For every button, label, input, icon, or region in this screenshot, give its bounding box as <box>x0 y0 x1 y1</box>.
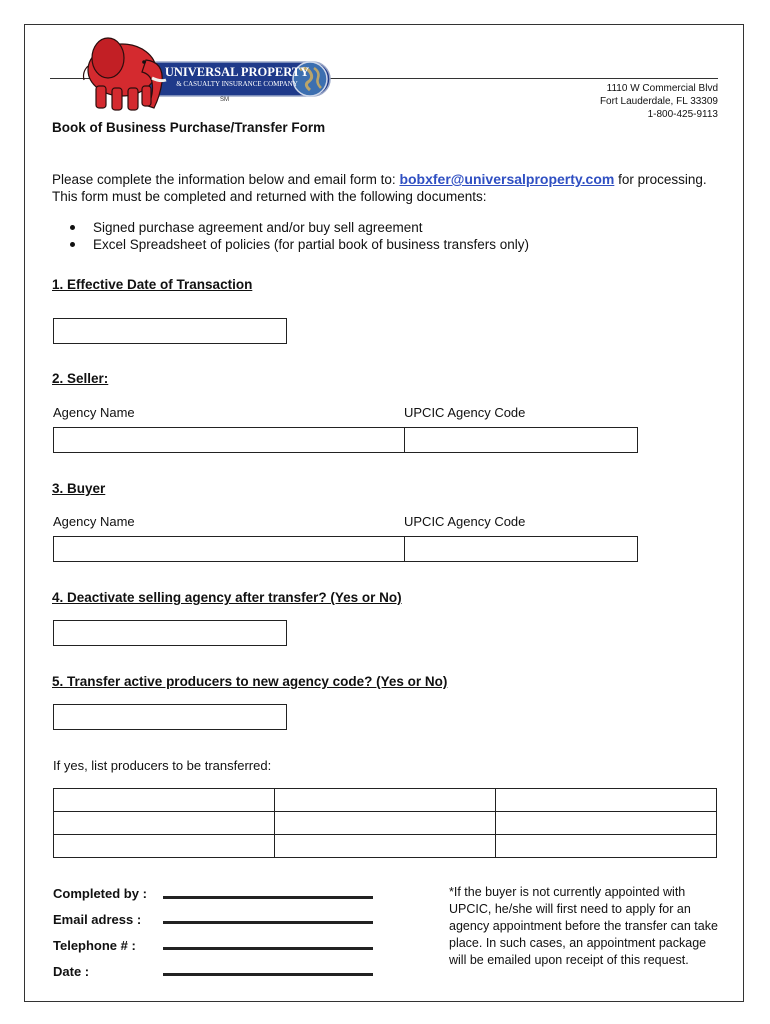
header-rule-right <box>330 78 718 79</box>
company-logo <box>70 28 340 114</box>
section-4-heading: 4. Deactivate selling agency after transfer? (Yes or No) <box>52 590 402 605</box>
logo-company-line2: & CASUALTY INSURANCE COMPANY <box>176 80 298 88</box>
producer-cell[interactable] <box>54 789 275 812</box>
email-label: Email adress : <box>53 912 142 927</box>
bullet-text: Signed purchase agreement and/or buy sell agreement <box>93 220 423 235</box>
effective-date-field[interactable] <box>53 318 287 344</box>
producer-cell[interactable] <box>496 812 717 835</box>
producer-cell[interactable] <box>275 812 496 835</box>
svg-text:SM: SM <box>220 97 229 103</box>
email-link[interactable]: bobxfer@universalproperty.com <box>399 171 615 187</box>
section-1-heading: 1. Effective Date of Transaction <box>52 277 253 292</box>
intro-suffix: for processing. <box>614 172 707 187</box>
transfer-producers-field[interactable] <box>53 704 287 730</box>
telephone-label: Telephone # : <box>53 938 136 953</box>
company-address <box>600 82 718 121</box>
section-5-heading: 5. Transfer active producers to new agency code? (Yes or No) <box>52 674 448 689</box>
bullet-icon <box>70 242 75 247</box>
producers-label: If yes, list producers to be transferred: <box>53 758 272 773</box>
buyer-agency-name-field[interactable] <box>53 536 406 562</box>
buyer-agency-name-label: Agency Name <box>53 514 135 529</box>
producer-cell[interactable] <box>54 812 275 835</box>
buyer-agency-code-field[interactable] <box>404 536 638 562</box>
address-street: 1110 W Commercial Blvd <box>606 83 718 94</box>
required-documents-list <box>70 219 529 253</box>
completed-by-label: Completed by : <box>53 886 147 901</box>
date-field[interactable] <box>163 973 373 976</box>
intro-line-1 <box>52 171 707 188</box>
seller-agency-code-field[interactable] <box>404 427 638 453</box>
list-item <box>70 219 529 236</box>
producer-cell[interactable] <box>275 835 496 858</box>
form-title: Book of Business Purchase/Transfer Form <box>52 120 326 135</box>
table-row <box>54 789 717 812</box>
deactivate-agency-field[interactable] <box>53 620 287 646</box>
seller-agency-name-label: Agency Name <box>53 405 135 420</box>
producer-cell[interactable] <box>496 835 717 858</box>
seller-agency-code-label: UPCIC Agency Code <box>404 405 526 420</box>
section-2-heading: 2. Seller: <box>52 371 109 386</box>
list-item <box>70 236 529 253</box>
seller-agency-name-field[interactable] <box>53 427 406 453</box>
appointment-note: *If the buyer is not currently appointed with UPCIC, he/she will first need to apply for an agency appointment before the transfer can take place. In such cases, an appointment package will be emailed upon receipt of this request. <box>449 885 718 967</box>
table-row <box>54 812 717 835</box>
buyer-agency-code-label: UPCIC Agency Code <box>404 514 526 529</box>
address-phone: 1-800-425-9113 <box>647 109 718 120</box>
producer-cell[interactable] <box>275 789 496 812</box>
table-row <box>54 835 717 858</box>
bullet-icon <box>70 225 75 230</box>
completed-by-field[interactable] <box>163 896 373 899</box>
bullet-text: Excel Spreadsheet of policies (for partial book of business transfers only) <box>93 237 529 252</box>
producer-cell[interactable] <box>54 835 275 858</box>
address-city: Fort Lauderdale, FL 33309 <box>599 96 718 107</box>
logo-company-line1: UNIVERSAL PROPERTY <box>164 65 310 79</box>
email-field[interactable] <box>163 921 373 924</box>
telephone-field[interactable] <box>163 947 373 950</box>
producers-table <box>53 788 717 858</box>
producer-cell[interactable] <box>496 789 717 812</box>
date-label: Date : <box>53 964 90 979</box>
intro-line-2: This form must be completed and returned with the following documents: <box>52 189 487 204</box>
section-3-heading: 3. Buyer <box>52 481 106 496</box>
intro-prefix: Please complete the information below and email form to: <box>52 172 400 187</box>
